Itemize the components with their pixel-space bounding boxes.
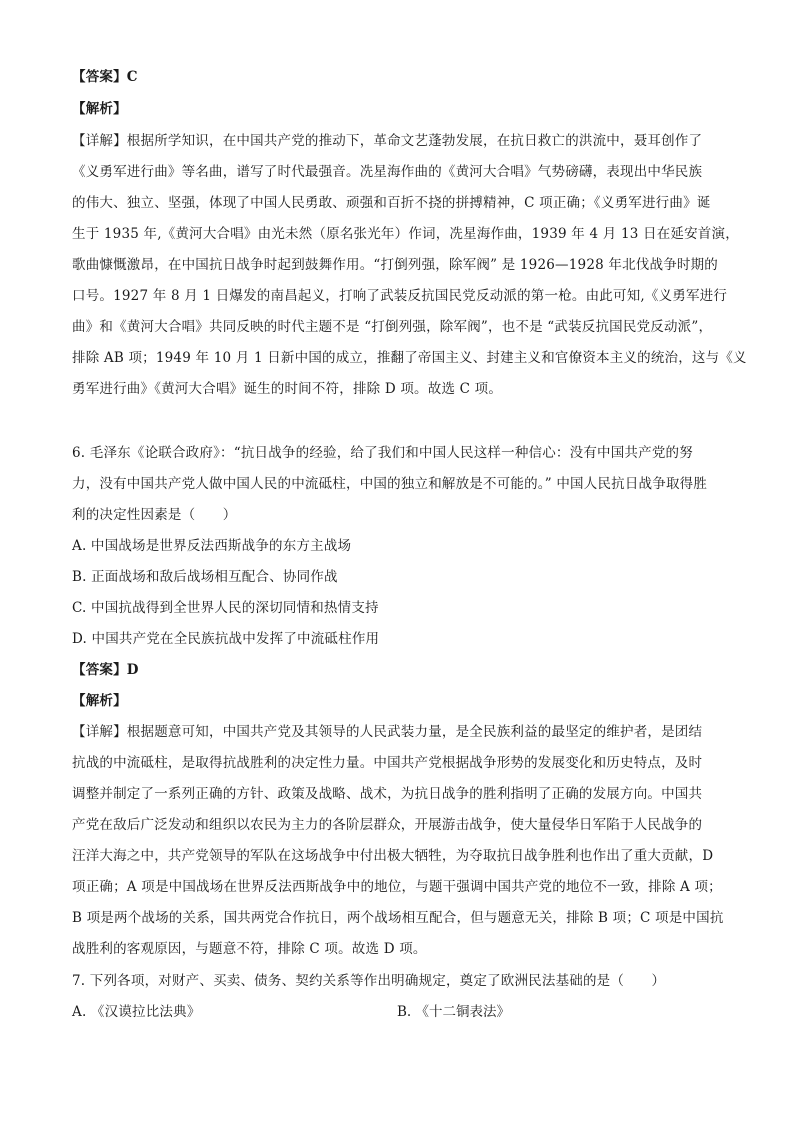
q6-detail-line: 【详解】根据题意可知，中国共产党及其领导的人民武装力量，是全民族利益的最坚定的维护者，是团结	[72, 724, 703, 740]
q6-option-c: C. 中国抗战得到全世界人民的深切同情和热情支持	[72, 600, 379, 616]
q5-detail-line: 歌曲慷慨激昂，在中国抗日战争时起到鼓舞作用。“打倒列强，除军阀” 是 1926—1928 年北伐战争时期的	[72, 257, 718, 273]
q5-detail-line: 《义勇军进行曲》等名曲，谱写了时代最强音。冼星海作曲的《黄河大合唱》气势磅礴，表现出中华民族	[72, 164, 703, 180]
q5-detail-line: 口号。1927 年 8 月 1 日爆发的南昌起义，打响了武装反抗国民党反动派的第一枪。由此可知,《义勇军进行	[72, 288, 728, 304]
q6-option-b: B. 正面战场和敌后战场相互配合、协同作战	[72, 569, 338, 585]
q6-analysis-label: 【解析】	[72, 693, 127, 709]
q6-option-d: D. 中国共产党在全民族抗战中发挥了中流砥柱作用	[72, 631, 380, 647]
q6-detail-line: 抗战的中流砥柱，是取得抗战胜利的决定性力量。中国共产党根据战争形势的发展变化和历史特点，及时	[72, 755, 703, 771]
q6-detail-line: 调整并制定了一系列正确的方针、政策及战略、战术，为抗日战争的胜利指明了正确的发展方向。中国共	[72, 786, 703, 802]
q6-option-a: A. 中国战场是世界反法西斯战争的东方主战场	[72, 538, 352, 554]
q5-detail-line: 生于 1935 年,《黄河大合唱》由光未然（原名张光年）作词，冼星海作曲，1939 年 4 月 13 日在延安首演，	[72, 226, 739, 242]
q5-detail-line: 曲》和《黄河大合唱》共同反映的时代主题不是 “打倒列强，除军阀”，也不是 “武装反抗国民党反动派”，	[72, 319, 713, 335]
q5-detail-line: 的伟大、独立、坚强，体现了中国人民勇敢、顽强和百折不挠的拼搏精神，C 项正确；《义勇军进行曲》诞	[72, 195, 711, 211]
q7-option-a: A. 《汉谟拉比法典》	[72, 1004, 201, 1020]
q6-answer: 【答案】D	[72, 662, 139, 678]
q6-detail-line: 战胜利的客观原因，与题意不符，排除 C 项。故选 D 项。	[72, 941, 427, 957]
q5-detail-line: 排除 AB 项；1949 年 10 月 1 日新中国的成立，推翻了帝国主义、封建主义和官僚资本主义的统治，这与《义	[72, 350, 747, 366]
q7-stem: 7. 下列各项，对财产、买卖、债务、契约关系等作出明确规定，奠定了欧洲民法基础的是（ ）	[72, 973, 666, 989]
q5-analysis-label: 【解析】	[72, 101, 127, 117]
q5-detail-line: 勇军进行曲》《黄河大合唱》诞生的时间不符，排除 D 项。故选 C 项。	[72, 381, 503, 397]
q7-option-b: B. 《十二铜表法》	[397, 1004, 511, 1020]
q6-detail-line: 汪洋大海之中，共产党领导的军队在这场战争中付出极大牺牲，为夺取抗日战争胜利也作出了重大贡献，D	[72, 848, 714, 864]
q6-detail-line: B 项是两个战场的关系，国共两党合作抗日，两个战场相互配合，但与题意无关，排除 B 项；C 项是中国抗	[72, 910, 724, 926]
q5-detail-line: 【详解】根据所学知识，在中国共产党的推动下，革命文艺蓬勃发展，在抗日救亡的洪流中，聂耳创作了	[72, 133, 703, 149]
q6-detail-line: 产党在敌后广泛发动和组织以农民为主力的各阶层群众，开展游击战争，使大量侵华日军陷于人民战争的	[72, 817, 703, 833]
q6-stem-line: 利的决定性因素是（ ）	[72, 507, 237, 523]
q6-stem-line: 力，没有中国共产党人做中国人民的中流砥柱，中国的独立和解放是不可能的。” 中国人民抗日战争取得胜	[72, 476, 708, 492]
q6-stem-line: 6. 毛泽东《论联合政府》：“抗日战争的经验，给了我们和中国人民这样一种信心：没有中国共产党的努	[72, 445, 693, 461]
q6-detail-line: 项正确；A 项是中国战场在世界反法西斯战争中的地位，与题干强调中国共产党的地位不一致，排除 A 项；	[72, 879, 722, 895]
q5-answer: 【答案】C	[72, 69, 138, 85]
